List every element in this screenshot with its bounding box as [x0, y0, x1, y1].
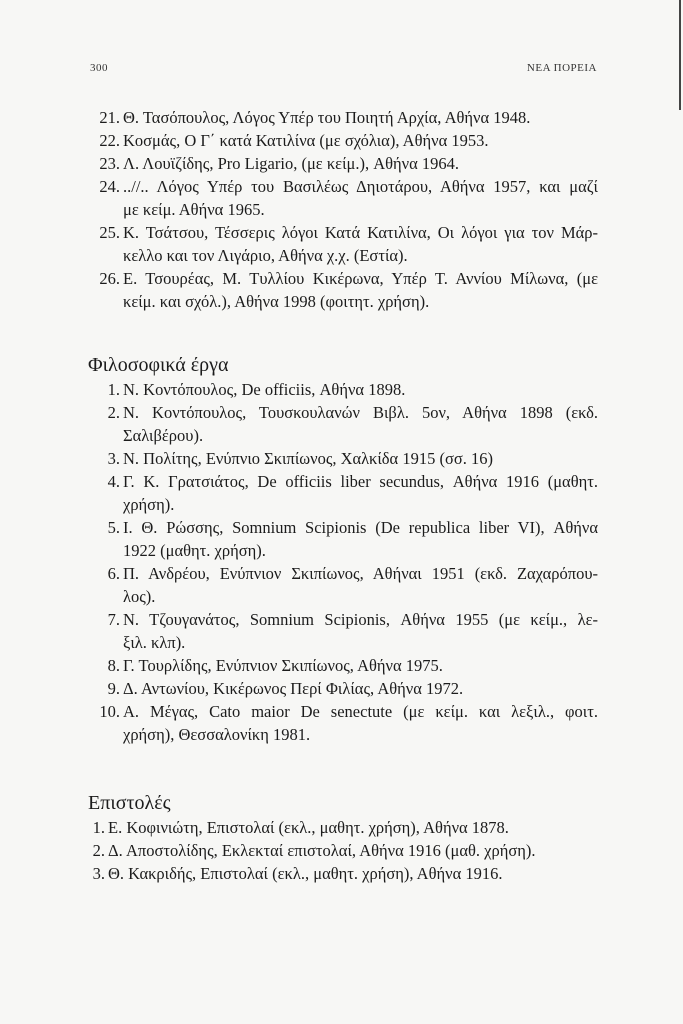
running-title: ΝΕΑ ΠΟΡΕΙΑ — [526, 62, 597, 74]
entry-text-line: Γ. Κ. Γρατσιάτος, De officiis liber secundus, Αθήνα 1916 (μαθητ. — [123, 472, 598, 491]
entry-number: 2. — [107, 403, 120, 422]
entry-text-line: ..//.. Λόγος Υπέρ του Βασιλέως Δηιοτάρου, Αθήνα 1957, και μαζί — [123, 177, 598, 196]
entry-text-line: χρήση). — [123, 495, 175, 514]
bibliography-entry — [88, 516, 598, 562]
entry-number: 5. — [107, 518, 120, 537]
entry-number: 10. — [99, 702, 120, 721]
section-orations-list — [88, 106, 598, 313]
entry-number: 8. — [107, 656, 120, 675]
section-heading: Φιλοσοφικά έργα — [88, 354, 229, 376]
bibliography-entry — [88, 129, 598, 152]
entry-text-line: Ν. Κοντόπουλος, De officiis, Αθήνα 1898. — [123, 380, 406, 399]
bibliography-entry — [88, 816, 598, 839]
bibliography-entry — [88, 378, 598, 401]
entry-number: 6. — [107, 564, 120, 583]
entry-text-line: Δ. Αντωνίου, Κικέρωνος Περί Φιλίας, Αθήνα 1972. — [123, 679, 464, 698]
entry-number: 26. — [99, 269, 120, 288]
entry-text-line: Θ. Κακριδής, Επιστολαί (εκλ., μαθητ. χρήση), Αθήνα 1916. — [108, 864, 503, 883]
bibliography-entry — [88, 562, 598, 608]
entry-text-line: Θ. Τασόπουλος, Λόγος Υπέρ του Ποιητή Αρχία, Αθήνα 1948. — [123, 108, 531, 127]
entry-text-line: κελλο και τον Λιγάριο, Αθήνα χ.χ. (Εστία). — [123, 246, 408, 265]
entry-text-line: Σαλιβέρου). — [123, 426, 204, 445]
entry-text-line: Ν. Κοντόπουλος, Τουσκουλανών Βιβλ. 5ον, Αθήνα 1898 (εκδ. — [123, 403, 598, 422]
entry-number: 1. — [92, 818, 105, 837]
entry-text-line: Ν. Τζουγανάτος, Somnium Scipionis, Αθήνα 1955 (με κείμ., λε- — [123, 610, 598, 629]
entry-number: 25. — [99, 223, 120, 242]
entry-number: 21. — [99, 108, 120, 127]
bibliography-entry — [88, 470, 598, 516]
bibliography-entry — [88, 700, 598, 746]
entry-number: 3. — [107, 449, 120, 468]
entry-number: 3. — [92, 864, 105, 883]
bibliography-entry — [88, 839, 598, 862]
entry-text-line: κείμ. και σχόλ.), Αθήνα 1998 (φοιτητ. χρήση). — [123, 292, 430, 311]
entry-number: 22. — [99, 131, 120, 150]
entry-text-line: Ι. Θ. Ρώσσης, Somnium Scipionis (De republica liber VI), Αθήνα — [123, 518, 598, 537]
entry-text-line: Α. Μέγας, Cato maior De senectute (με κείμ. και λεξιλ., φοιτ. — [123, 702, 598, 721]
bibliography-entry — [88, 175, 598, 221]
bibliography-entry — [88, 221, 598, 267]
section-letters — [88, 790, 598, 885]
entry-text-line: Ε. Κοφινιώτη, Επιστολαί (εκλ., μαθητ. χρήση), Αθήνα 1878. — [108, 818, 509, 837]
bibliography-entry — [88, 654, 598, 677]
bibliography-entry — [88, 106, 598, 129]
entry-text-line: Ν. Πολίτης, Ενύπνιο Σκιπίωνος, Χαλκίδα 1915 (σσ. 16) — [123, 449, 493, 468]
entry-text-line: με κείμ. Αθήνα 1965. — [123, 200, 265, 219]
entry-text-line: 1922 (μαθητ. χρήση). — [123, 541, 266, 560]
entry-text-line: Ε. Τσουρέας, Μ. Τυλλίου Κικέρωνα, Υπέρ Τ. Αννίου Μίλωνα, (με — [123, 269, 598, 288]
entry-number: 24. — [99, 177, 120, 196]
entry-text-line: Γ. Τουρλίδης, Ενύπνιον Σκιπίωνος, Αθήνα 1975. — [123, 656, 443, 675]
bibliography-entry — [88, 267, 598, 313]
entry-text-line: ξιλ. κλπ). — [123, 633, 186, 652]
entry-number: 1. — [107, 380, 120, 399]
entry-text-line: Π. Ανδρέου, Ενύπνιον Σκιπίωνος, Αθήναι 1951 (εκδ. Ζαχαρόπου- — [123, 564, 598, 583]
entry-number: 2. — [92, 841, 105, 860]
entry-number: 9. — [107, 679, 120, 698]
bibliography-entry — [88, 608, 598, 654]
bibliography-entry — [88, 152, 598, 175]
section-philosophical-works — [88, 352, 598, 746]
bibliography-entry — [88, 862, 598, 885]
entry-text-line: Κοσμάς, Ο Γ΄ κατά Κατιλίνα (με σχόλια), Αθήνα 1953. — [123, 131, 489, 150]
entry-text-line: Δ. Αποστολίδης, Εκλεκταί επιστολαί, Αθήνα 1916 (μαθ. χρήση). — [108, 841, 536, 860]
section-heading: Επιστολές — [88, 792, 171, 814]
entry-text-line: χρήση), Θεσσαλονίκη 1981. — [123, 725, 311, 744]
bibliography-entry — [88, 447, 598, 470]
page-edge — [679, 0, 681, 110]
page-number: 300 — [90, 62, 108, 74]
entry-number: 23. — [99, 154, 120, 173]
entry-text-line: Λ. Λουϊζίδης, Pro Ligario, (με κείμ.), Αθήνα 1964. — [123, 154, 460, 173]
bibliography-entry — [88, 401, 598, 447]
entry-number: 4. — [107, 472, 120, 491]
entry-number: 7. — [107, 610, 120, 629]
bibliography-entry — [88, 677, 598, 700]
entry-text-line: Κ. Τσάτσου, Τέσσερις λόγοι Κατά Κατιλίνα, Οι λόγοι για τον Μάρ- — [123, 223, 598, 242]
entry-text-line: λος). — [123, 587, 156, 606]
